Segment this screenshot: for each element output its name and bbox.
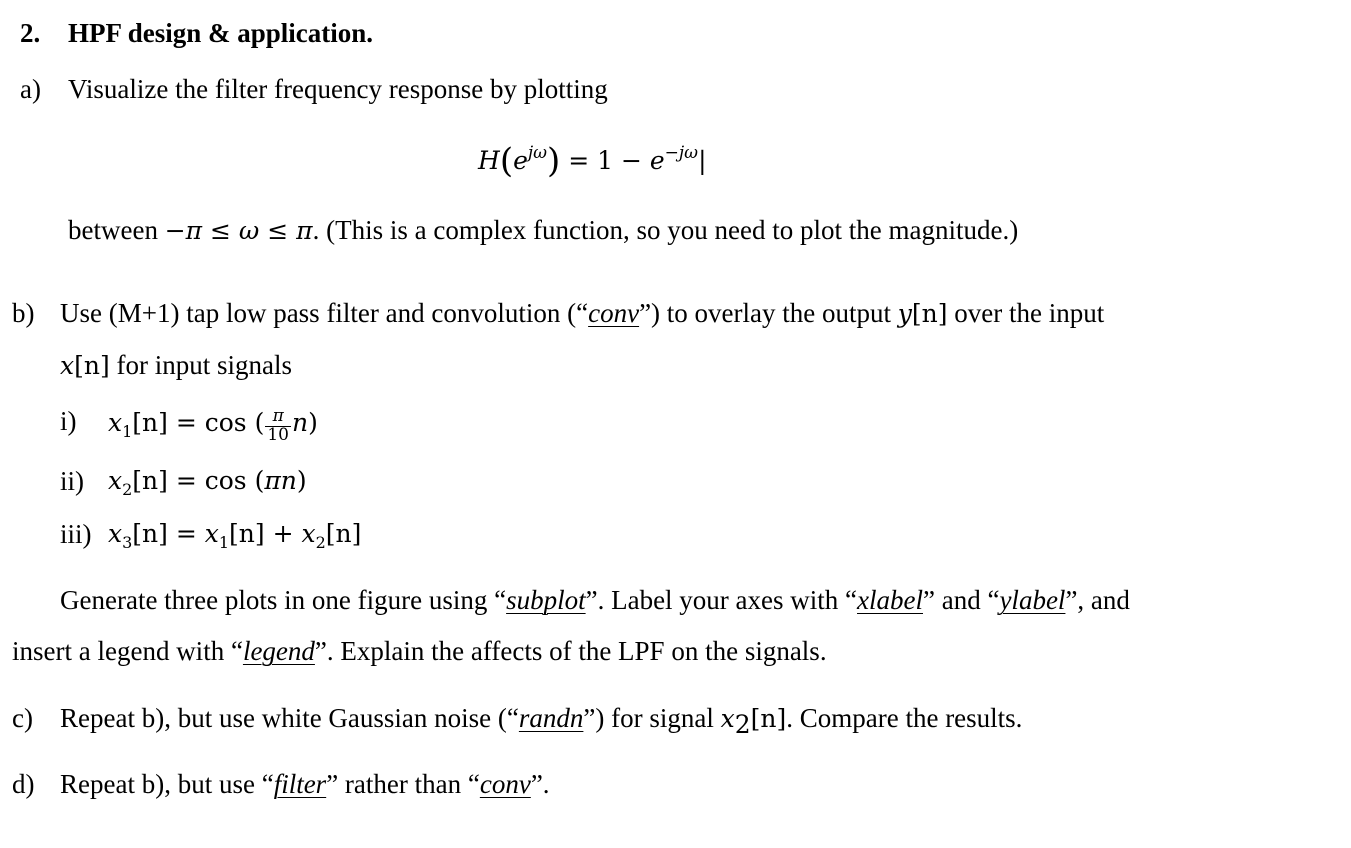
- part-d-label: d): [12, 769, 35, 799]
- part-a-text: Visualize the filter frequency response by plotting: [68, 74, 608, 104]
- ylabel-keyword: ylabel: [999, 585, 1066, 615]
- part-b-label: b): [12, 298, 35, 328]
- part-b-line-1: b) Use (M+1) tap low pass filter and convolution (“conv”) to overlay the output y[n] over the input: [12, 298, 1105, 328]
- part-a-label: a): [20, 74, 41, 104]
- transfer-function-equation: $H(e^{j\omega}) = 1 - e^{-j\omega}|$: [478, 141, 707, 181]
- part-a-line: [20, 74, 608, 104]
- omega-range: −π ≤ ω ≤ π: [164, 216, 313, 245]
- part-d-line: d) Repeat b), but use “filter” rather than “conv”.: [12, 769, 550, 799]
- conv-keyword-d: conv: [479, 769, 531, 799]
- subplot-keyword: subplot: [506, 585, 586, 615]
- part-c-label: c): [12, 703, 33, 733]
- section-heading: [20, 18, 374, 48]
- section-number: 2.: [20, 18, 41, 48]
- section-title: HPF design & application.: [68, 18, 374, 48]
- part-c-line: c) Repeat b), but use white Gaussian noise (“randn”) for signal $x_2[n]$. Compare the results.: [12, 703, 1023, 739]
- signal-item-3: iii) $x_3[n] = x_1[n] + x_2[n]$: [60, 519, 362, 552]
- signal-item-2: ii) $x_2[n] = \cos (\pi n)$: [60, 466, 307, 499]
- generate-plots-line: Generate three plots in one figure using “subplot”. Label your axes with “xlabel” and “ylabel”, and: [60, 585, 1130, 615]
- xlabel-keyword: xlabel: [857, 585, 923, 615]
- legend-keyword: legend: [242, 636, 315, 666]
- conv-keyword: conv: [588, 298, 640, 328]
- signal-item-1: i) $x_1[n] = \cos$ ( $\frac{\pi}{10}$ n): [60, 406, 318, 445]
- part-a-range-line: between −π ≤ ω ≤ π. (This is a complex function, so you need to plot the magnitude.): [68, 215, 1019, 245]
- filter-keyword: filter: [273, 769, 327, 799]
- randn-keyword: randn: [518, 703, 584, 733]
- insert-legend-line: insert a legend with “legend”. Explain the affects of the LPF on the signals.: [12, 636, 827, 666]
- part-b-line-2: x[n] for input signals: [60, 350, 292, 380]
